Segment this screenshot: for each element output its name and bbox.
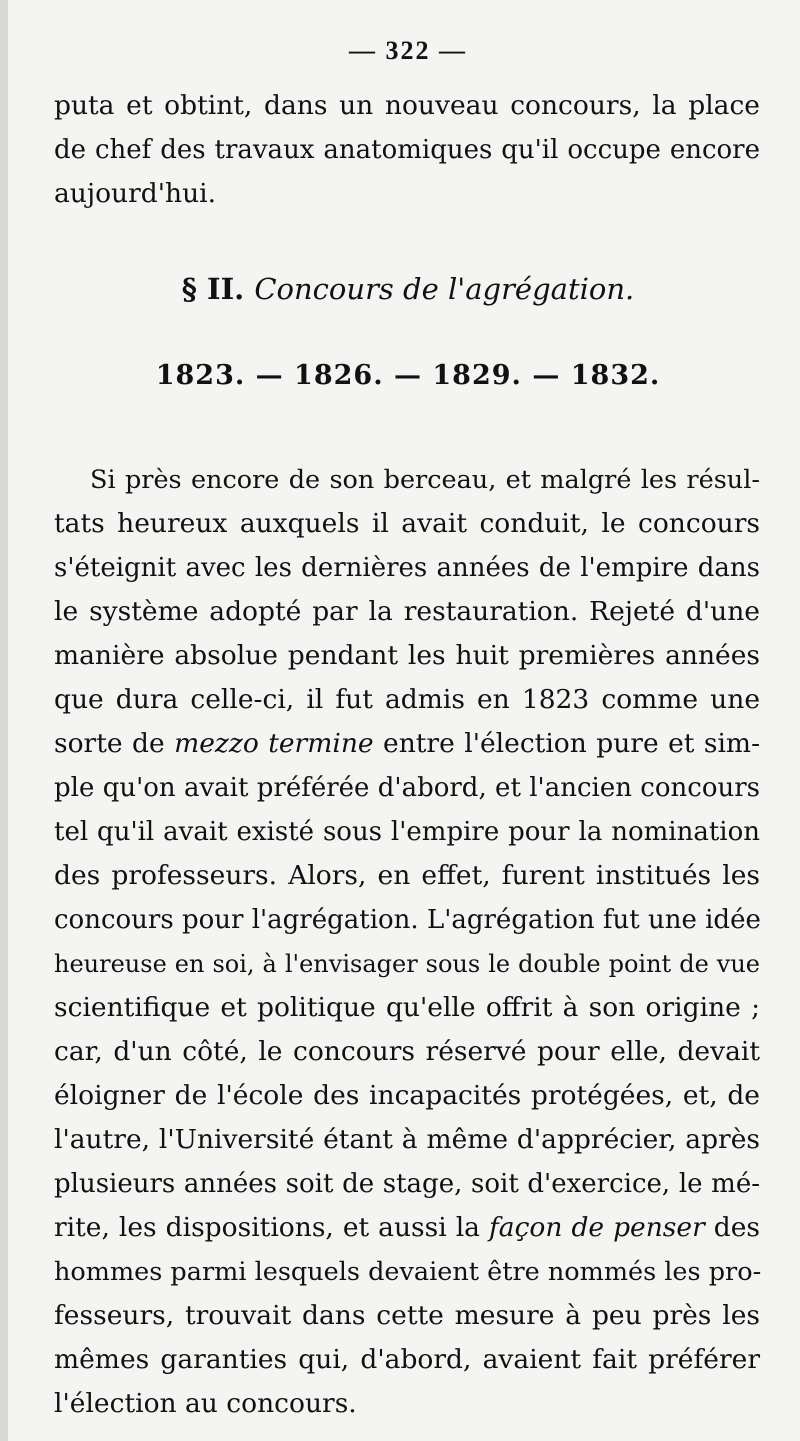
body-line: fesseurs, trouvait dans cette mesure à peu près les <box>54 1300 760 1331</box>
section-title: Concours de l'agrégation. <box>254 272 635 306</box>
body-line: heureuse en soi, à l'envisager sous le double point de vue <box>54 950 760 978</box>
body-line: plusieurs années soit de stage, soit d'exercice, le mé- <box>54 1169 760 1199</box>
body-line: hommes parmi lesquels devaient être nommés les pro- <box>54 1257 762 1287</box>
italic-phrase: mezzo termine <box>174 728 374 759</box>
body-line: manière absolue pendant les huit premières années <box>54 640 760 671</box>
italic-phrase: façon de penser <box>488 1212 705 1243</box>
years-heading: 1823. — 1826. — 1829. — 1832. <box>155 360 661 391</box>
section-heading <box>8 272 800 306</box>
body-line: tats heureux auxquels il avait conduit, le concours <box>54 508 760 539</box>
body-line: Si près encore de son berceau, et malgré les résul- <box>90 465 760 495</box>
body-line: des professeurs. Alors, en effet, furent institués les <box>54 860 760 891</box>
body-line: éloigner de l'école des incapacités protégées, et, de <box>54 1080 760 1111</box>
page-number: — 322 — <box>349 36 467 65</box>
body-line-segment: entre l'élection pure et sim- <box>373 728 761 759</box>
body-line-segment: sorte de <box>54 728 175 759</box>
body-line-segment: des <box>704 1212 761 1243</box>
intro-paragraph <box>54 84 760 216</box>
body-line: le système adopté par la restauration. Rejeté d'une <box>54 596 760 627</box>
intro-line-2: de chef des travaux anatomiques qu'il occupe encore <box>54 135 760 165</box>
body-line: s'éteignit avec les dernières années de l'empire dans <box>54 553 760 583</box>
body-line: mêmes garanties qui, d'abord, avaient fait préférer <box>54 1344 760 1375</box>
body-line: l'élection au concours. <box>54 1388 357 1419</box>
body-line: l'autre, l'Université étant à même d'apprécier, après <box>54 1124 760 1155</box>
body-line <box>54 1206 760 1250</box>
section-number: § II. <box>181 272 245 306</box>
body-line: concours pour l'agrégation. L'agrégation fut une idée <box>54 905 761 935</box>
body-paragraph <box>54 458 760 1426</box>
body-line: tel qu'il avait existé sous l'empire pour la nomination <box>54 817 760 847</box>
intro-line-1: puta et obtint, dans un nouveau concours, la place <box>54 90 760 121</box>
body-line: que dura celle-ci, il fut admis en 1823 comme une <box>54 684 760 715</box>
body-line: ple qu'on avait préférée d'abord, et l'ancien concours <box>54 773 760 803</box>
body-line <box>54 722 760 766</box>
intro-line-3: aujourd'hui. <box>54 178 217 209</box>
body-line: scientifique et politique qu'elle offrit à son origine ; <box>54 992 760 1023</box>
body-line: car, d'un côté, le concours réservé pour elle, devait <box>54 1036 760 1067</box>
body-line-segment: rite, les dispositions, et aussi la <box>54 1212 489 1243</box>
